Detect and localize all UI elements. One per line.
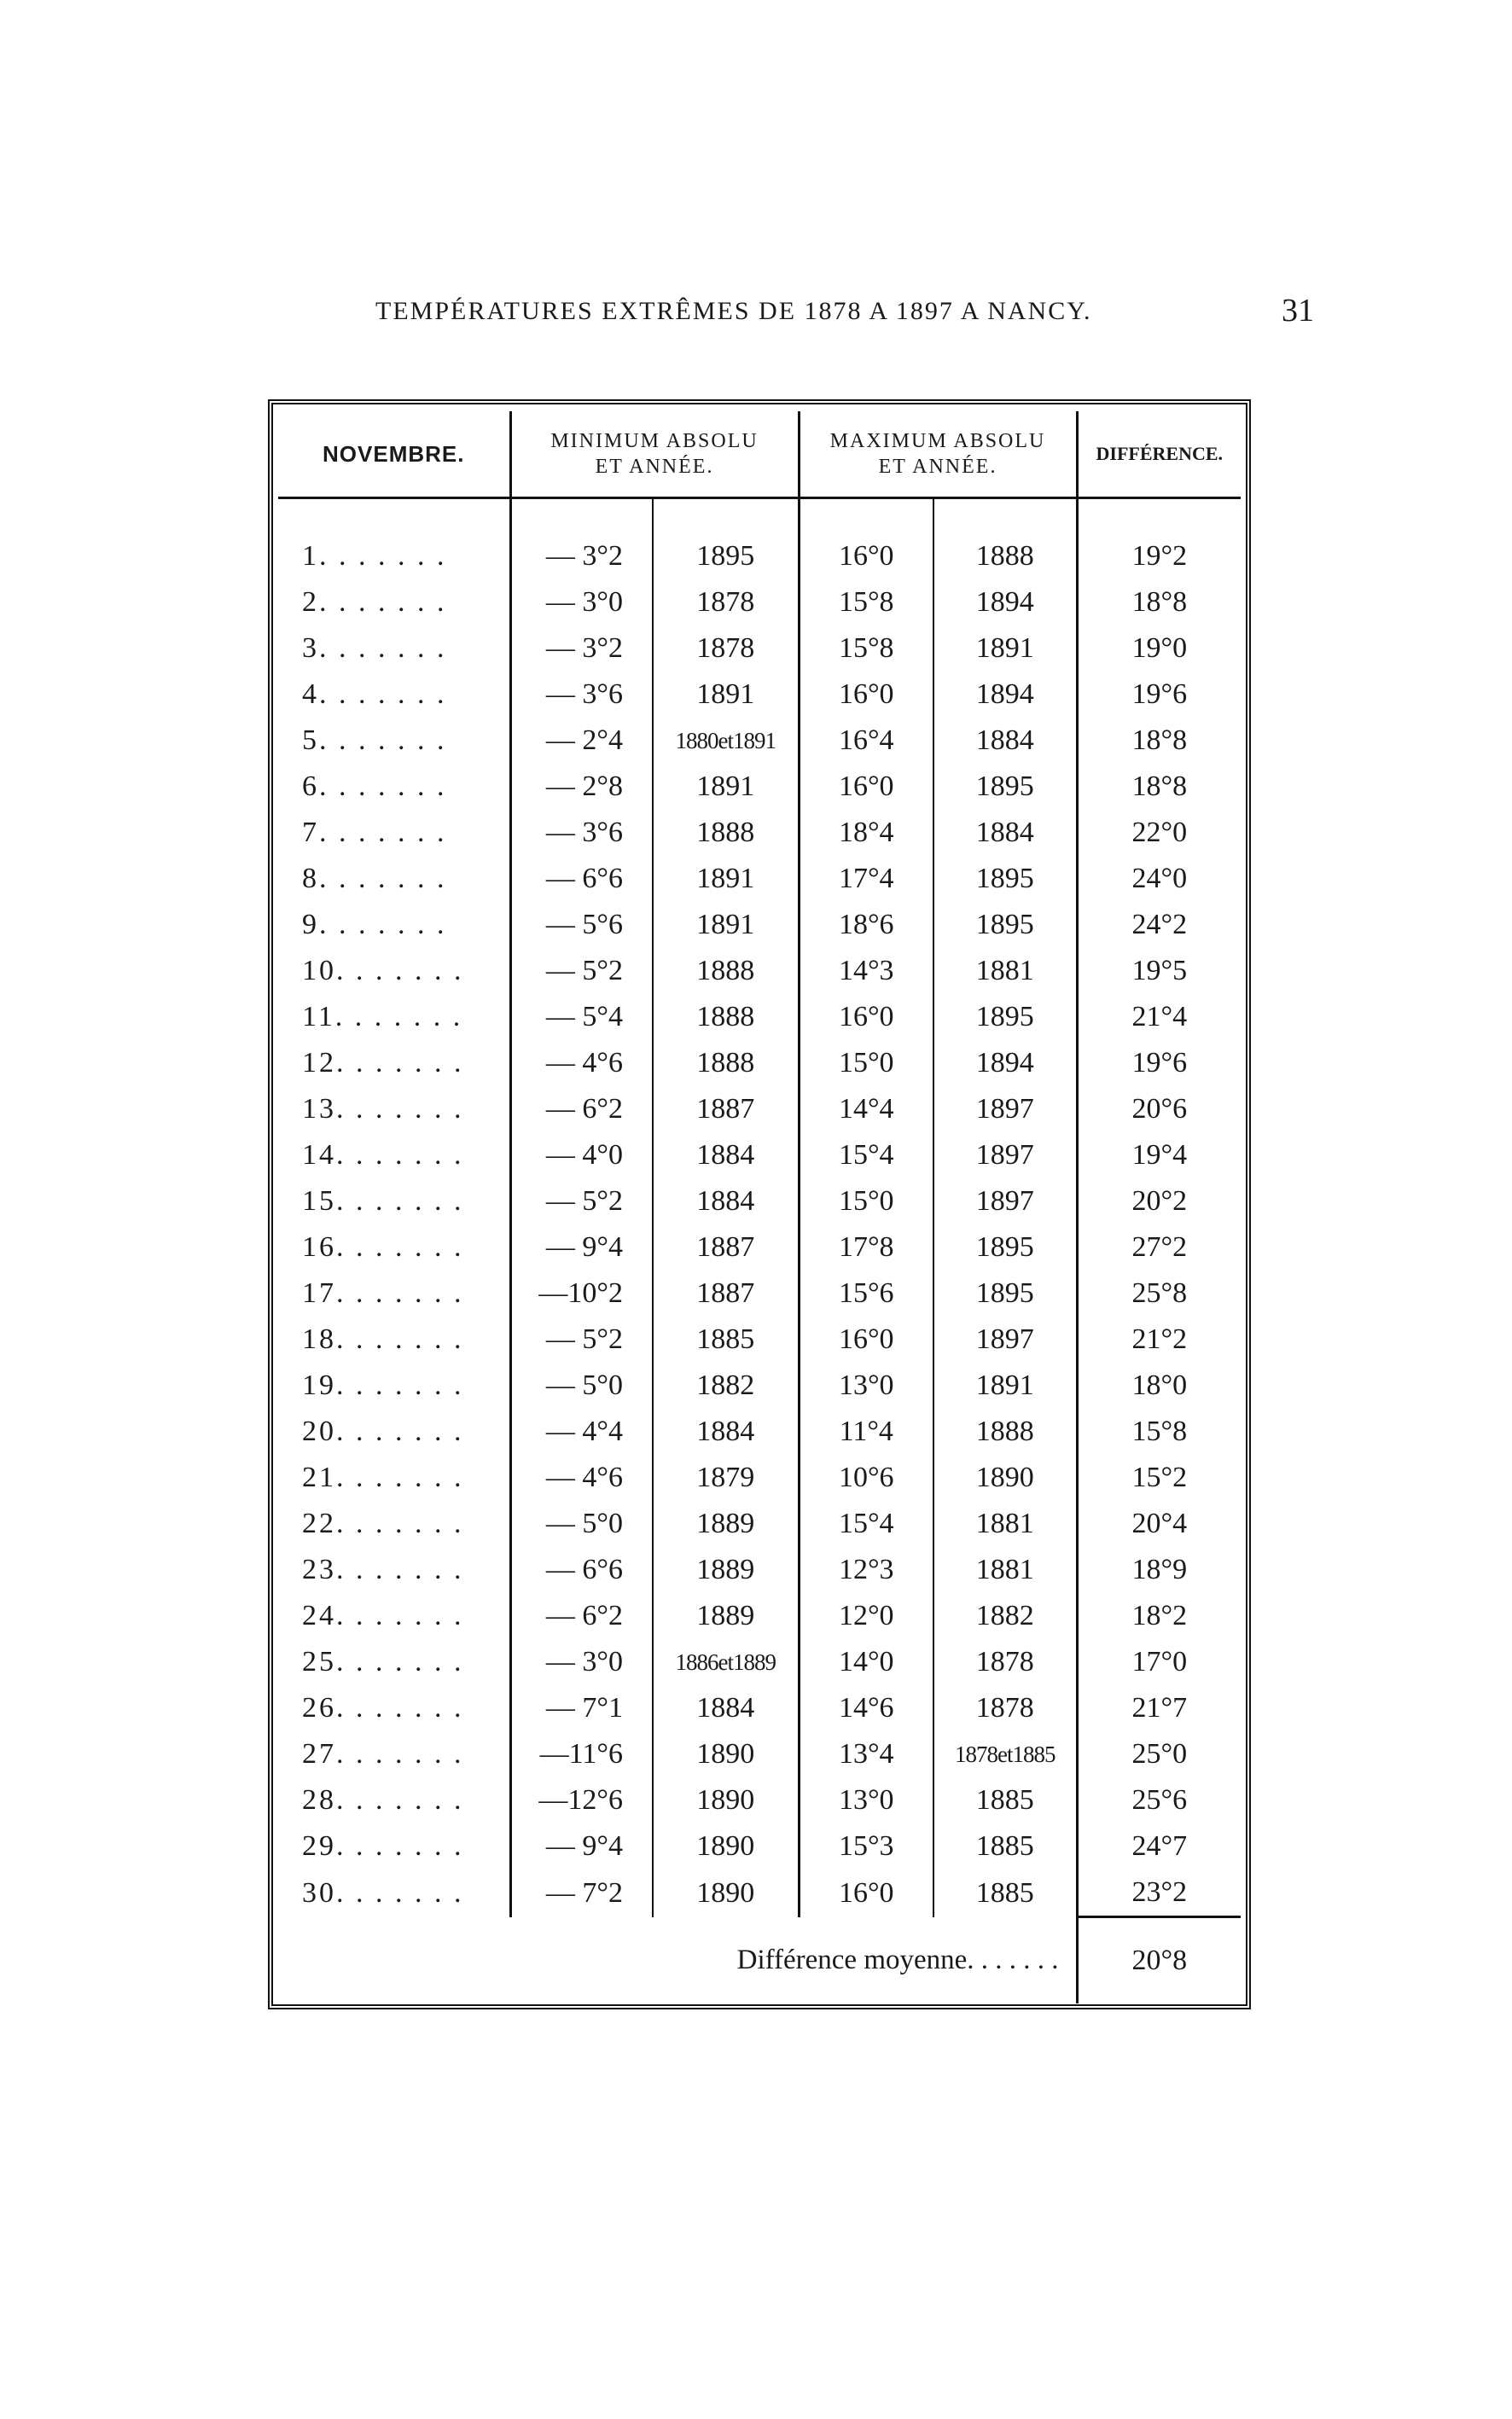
min-year-cell: 1891 xyxy=(653,672,799,718)
max-year-cell: 1878et1885 xyxy=(933,1731,1077,1777)
max-year-cell: 1881 xyxy=(933,1501,1077,1547)
min-year-cell: 1888 xyxy=(653,810,799,856)
difference-cell: 19°4 xyxy=(1077,1132,1241,1178)
min-year-cell: 1879 xyxy=(653,1455,799,1501)
difference-cell: 18°8 xyxy=(1077,764,1241,810)
difference-cell: 20°2 xyxy=(1077,1178,1241,1224)
min-year-cell: 1882 xyxy=(653,1363,799,1409)
difference-cell: 15°2 xyxy=(1077,1455,1241,1501)
max-temp-cell: 13°0 xyxy=(799,1363,933,1409)
day-cell: 26. . . . . . . xyxy=(302,1692,464,1724)
day-cell: 25. . . . . . . xyxy=(302,1646,464,1678)
max-year-cell: 1881 xyxy=(933,1547,1077,1593)
difference-cell: 27°2 xyxy=(1077,1224,1241,1271)
min-year-cell: 1895 xyxy=(653,533,799,579)
day-cell: 18. . . . . . . xyxy=(302,1323,464,1355)
table-row xyxy=(278,1547,1241,1593)
min-year-cell: 1890 xyxy=(653,1869,799,1917)
table-row xyxy=(278,579,1241,625)
day-cell: 28. . . . . . . xyxy=(302,1784,464,1816)
max-temp-cell: 14°6 xyxy=(799,1685,933,1731)
min-year-cell: 1887 xyxy=(653,1086,799,1132)
header-row xyxy=(278,411,1241,498)
max-year-cell: 1885 xyxy=(933,1869,1077,1917)
table-row xyxy=(278,533,1241,579)
table-row xyxy=(278,1317,1241,1363)
max-temp-cell: 13°0 xyxy=(799,1777,933,1823)
min-year-cell: 1887 xyxy=(653,1271,799,1317)
spacer-cell xyxy=(510,498,653,534)
difference-cell: 17°0 xyxy=(1077,1639,1241,1685)
max-temp-cell: 15°0 xyxy=(799,1040,933,1086)
min-temp-cell: — 7°2 xyxy=(510,1869,653,1917)
table-row xyxy=(278,1593,1241,1639)
difference-cell: 19°2 xyxy=(1077,533,1241,579)
page-number: 31 xyxy=(1282,293,1314,329)
day-cell: 10. . . . . . . xyxy=(302,955,464,986)
max-temp-cell: 15°6 xyxy=(799,1271,933,1317)
min-temp-cell: — 3°0 xyxy=(510,579,653,625)
max-temp-cell: 15°3 xyxy=(799,1823,933,1869)
table-row xyxy=(278,1639,1241,1685)
day-cell: 6. . . . . . . xyxy=(302,770,447,802)
max-year-cell: 1895 xyxy=(933,764,1077,810)
min-temp-cell: — 4°4 xyxy=(510,1409,653,1455)
max-year-cell: 1884 xyxy=(933,810,1077,856)
day-cell: 8. . . . . . . xyxy=(302,863,447,894)
min-temp-cell: — 5°0 xyxy=(510,1363,653,1409)
table-row xyxy=(278,1363,1241,1409)
difference-cell: 15°8 xyxy=(1077,1409,1241,1455)
min-year-cell: 1885 xyxy=(653,1317,799,1363)
min-temp-cell: — 5°2 xyxy=(510,1178,653,1224)
min-temp-cell: — 3°2 xyxy=(510,533,653,579)
max-year-cell: 1897 xyxy=(933,1086,1077,1132)
max-year-cell: 1888 xyxy=(933,533,1077,579)
day-cell: 11. . . . . . . xyxy=(302,1001,463,1032)
table-row xyxy=(278,810,1241,856)
maximum-header-line1: MAXIMUM ABSOLU xyxy=(829,430,1046,452)
max-temp-cell: 14°0 xyxy=(799,1639,933,1685)
min-year-cell: 1878 xyxy=(653,625,799,672)
max-temp-cell: 15°8 xyxy=(799,579,933,625)
table-row xyxy=(278,1132,1241,1178)
max-temp-cell: 16°0 xyxy=(799,1317,933,1363)
day-cell: 5. . . . . . . xyxy=(302,724,447,756)
max-year-cell: 1885 xyxy=(933,1777,1077,1823)
month-header: NOVEMBRE. xyxy=(278,411,510,498)
difference-cell: 21°4 xyxy=(1077,994,1241,1040)
min-temp-cell: — 4°6 xyxy=(510,1455,653,1501)
mean-value: 20°8 xyxy=(1077,1917,1241,2004)
difference-cell: 19°0 xyxy=(1077,625,1241,672)
max-year-cell: 1894 xyxy=(933,579,1077,625)
min-year-cell: 1887 xyxy=(653,1224,799,1271)
max-temp-cell: 12°0 xyxy=(799,1593,933,1639)
difference-cell: 24°2 xyxy=(1077,902,1241,948)
table-row xyxy=(278,1409,1241,1455)
max-year-cell: 1888 xyxy=(933,1409,1077,1455)
max-year-cell: 1884 xyxy=(933,718,1077,764)
table-row xyxy=(278,1869,1241,1917)
day-cell: 14. . . . . . . xyxy=(302,1139,464,1171)
min-temp-cell: — 5°2 xyxy=(510,1317,653,1363)
day-cell: 7. . . . . . . xyxy=(302,817,447,848)
max-temp-cell: 15°4 xyxy=(799,1501,933,1547)
min-temp-cell: —11°6 xyxy=(510,1731,653,1777)
max-year-cell: 1878 xyxy=(933,1639,1077,1685)
max-year-cell: 1890 xyxy=(933,1455,1077,1501)
table-row xyxy=(278,1040,1241,1086)
min-temp-cell: — 5°4 xyxy=(510,994,653,1040)
min-year-cell: 1884 xyxy=(653,1409,799,1455)
min-temp-cell: — 6°2 xyxy=(510,1593,653,1639)
max-year-cell: 1897 xyxy=(933,1178,1077,1224)
min-year-cell: 1890 xyxy=(653,1823,799,1869)
table-row xyxy=(278,902,1241,948)
min-temp-cell: — 3°2 xyxy=(510,625,653,672)
mean-label: Différence moyenne. . . . . . . xyxy=(736,1944,1059,1975)
min-temp-cell: —10°2 xyxy=(510,1271,653,1317)
min-temp-cell: — 7°1 xyxy=(510,1685,653,1731)
max-temp-cell: 14°3 xyxy=(799,948,933,994)
minimum-header-line2: ET ANNÉE. xyxy=(595,456,714,478)
min-temp-cell: — 9°4 xyxy=(510,1224,653,1271)
table-row xyxy=(278,1178,1241,1224)
min-year-cell: 1891 xyxy=(653,764,799,810)
min-temp-cell: — 5°6 xyxy=(510,902,653,948)
max-temp-cell: 12°3 xyxy=(799,1547,933,1593)
day-cell: 19. . . . . . . xyxy=(302,1369,464,1401)
day-cell: 3. . . . . . . xyxy=(302,632,447,664)
max-temp-cell: 13°4 xyxy=(799,1731,933,1777)
difference-cell: 25°0 xyxy=(1077,1731,1241,1777)
difference-header: DIFFÉRENCE. xyxy=(1077,411,1241,498)
min-year-cell: 1888 xyxy=(653,948,799,994)
difference-cell: 24°0 xyxy=(1077,856,1241,902)
day-cell: 29. . . . . . . xyxy=(302,1830,464,1862)
mean-row xyxy=(278,1917,1241,2004)
max-year-cell: 1895 xyxy=(933,856,1077,902)
min-temp-cell: — 2°8 xyxy=(510,764,653,810)
min-temp-cell: — 2°4 xyxy=(510,718,653,764)
max-temp-cell: 17°8 xyxy=(799,1224,933,1271)
max-temp-cell: 10°6 xyxy=(799,1455,933,1501)
min-year-cell: 1890 xyxy=(653,1777,799,1823)
table-row xyxy=(278,1086,1241,1132)
temperature-table xyxy=(278,411,1241,2003)
table-row xyxy=(278,948,1241,994)
difference-cell: 23°2 xyxy=(1077,1869,1241,1917)
min-temp-cell: — 4°0 xyxy=(510,1132,653,1178)
day-cell: 27. . . . . . . xyxy=(302,1738,464,1770)
difference-cell: 25°6 xyxy=(1077,1777,1241,1823)
max-temp-cell: 16°0 xyxy=(799,994,933,1040)
min-year-cell: 1884 xyxy=(653,1132,799,1178)
spacer-row xyxy=(278,498,1241,534)
max-year-cell: 1891 xyxy=(933,625,1077,672)
max-year-cell: 1897 xyxy=(933,1132,1077,1178)
table-row xyxy=(278,1823,1241,1869)
day-cell: 13. . . . . . . xyxy=(302,1093,464,1125)
max-temp-cell: 18°4 xyxy=(799,810,933,856)
table-row xyxy=(278,672,1241,718)
max-year-cell: 1881 xyxy=(933,948,1077,994)
difference-cell: 21°2 xyxy=(1077,1317,1241,1363)
max-year-cell: 1882 xyxy=(933,1593,1077,1639)
max-temp-cell: 16°0 xyxy=(799,764,933,810)
table-row xyxy=(278,1455,1241,1501)
day-cell: 21. . . . . . . xyxy=(302,1462,464,1493)
table-row xyxy=(278,718,1241,764)
spacer-cell xyxy=(653,498,799,534)
min-temp-cell: — 5°2 xyxy=(510,948,653,994)
maximum-header xyxy=(799,411,1077,498)
max-temp-cell: 16°0 xyxy=(799,672,933,718)
difference-cell: 18°8 xyxy=(1077,579,1241,625)
minimum-header xyxy=(510,411,799,498)
max-temp-cell: 18°6 xyxy=(799,902,933,948)
min-temp-cell: — 6°2 xyxy=(510,1086,653,1132)
day-cell: 23. . . . . . . xyxy=(302,1554,464,1585)
spacer-cell xyxy=(1077,498,1241,534)
table-row xyxy=(278,625,1241,672)
table-row xyxy=(278,1271,1241,1317)
min-year-cell: 1889 xyxy=(653,1501,799,1547)
min-year-cell: 1884 xyxy=(653,1178,799,1224)
spacer-cell xyxy=(799,498,933,534)
maximum-header-line2: ET ANNÉE. xyxy=(878,456,997,478)
max-temp-cell: 14°4 xyxy=(799,1086,933,1132)
max-temp-cell: 16°0 xyxy=(799,1869,933,1917)
table-row xyxy=(278,1731,1241,1777)
min-temp-cell: — 6°6 xyxy=(510,856,653,902)
difference-cell: 20°4 xyxy=(1077,1501,1241,1547)
max-year-cell: 1894 xyxy=(933,1040,1077,1086)
min-temp-cell: — 4°6 xyxy=(510,1040,653,1086)
max-year-cell: 1897 xyxy=(933,1317,1077,1363)
table-row xyxy=(278,1224,1241,1271)
min-temp-cell: —12°6 xyxy=(510,1777,653,1823)
day-cell: 15. . . . . . . xyxy=(302,1185,464,1217)
max-temp-cell: 16°4 xyxy=(799,718,933,764)
max-year-cell: 1894 xyxy=(933,672,1077,718)
min-year-cell: 1884 xyxy=(653,1685,799,1731)
min-year-cell: 1880et1891 xyxy=(653,718,799,764)
max-temp-cell: 15°4 xyxy=(799,1132,933,1178)
day-cell: 24. . . . . . . xyxy=(302,1600,464,1631)
difference-cell: 25°8 xyxy=(1077,1271,1241,1317)
max-year-cell: 1895 xyxy=(933,994,1077,1040)
day-cell: 17. . . . . . . xyxy=(302,1277,464,1309)
min-year-cell: 1878 xyxy=(653,579,799,625)
spacer-cell xyxy=(278,498,510,534)
difference-cell: 18°8 xyxy=(1077,718,1241,764)
table-row xyxy=(278,994,1241,1040)
min-temp-cell: — 3°0 xyxy=(510,1639,653,1685)
max-year-cell: 1895 xyxy=(933,902,1077,948)
max-year-cell: 1885 xyxy=(933,1823,1077,1869)
day-cell: 20. . . . . . . xyxy=(302,1416,464,1447)
day-cell: 9. . . . . . . xyxy=(302,909,447,940)
table-body xyxy=(278,498,1241,1917)
day-cell: 1. . . . . . . xyxy=(302,540,447,572)
max-temp-cell: 15°0 xyxy=(799,1178,933,1224)
day-cell: 2. . . . . . . xyxy=(302,586,447,618)
table-row xyxy=(278,1501,1241,1547)
minimum-header-line1: MINIMUM ABSOLU xyxy=(550,430,759,452)
difference-cell: 21°7 xyxy=(1077,1685,1241,1731)
min-year-cell: 1888 xyxy=(653,1040,799,1086)
min-year-cell: 1891 xyxy=(653,902,799,948)
min-year-cell: 1886et1889 xyxy=(653,1639,799,1685)
min-year-cell: 1890 xyxy=(653,1731,799,1777)
min-year-cell: 1889 xyxy=(653,1593,799,1639)
difference-cell: 18°0 xyxy=(1077,1363,1241,1409)
table-row xyxy=(278,764,1241,810)
min-temp-cell: — 6°6 xyxy=(510,1547,653,1593)
min-year-cell: 1888 xyxy=(653,994,799,1040)
min-temp-cell: — 3°6 xyxy=(510,810,653,856)
difference-cell: 18°2 xyxy=(1077,1593,1241,1639)
page-title: TEMPÉRATURES EXTRÊMES DE 1878 A 1897 A NANCY. xyxy=(375,297,1092,325)
min-temp-cell: — 5°0 xyxy=(510,1501,653,1547)
min-year-cell: 1889 xyxy=(653,1547,799,1593)
max-temp-cell: 17°4 xyxy=(799,856,933,902)
max-year-cell: 1895 xyxy=(933,1271,1077,1317)
day-cell: 4. . . . . . . xyxy=(302,678,447,710)
day-cell: 30. . . . . . . xyxy=(302,1876,464,1909)
difference-cell: 19°6 xyxy=(1077,1040,1241,1086)
difference-cell: 24°7 xyxy=(1077,1823,1241,1869)
day-cell: 22. . . . . . . xyxy=(302,1508,464,1539)
min-year-cell: 1891 xyxy=(653,856,799,902)
spacer-cell xyxy=(933,498,1077,534)
max-year-cell: 1891 xyxy=(933,1363,1077,1409)
table-row xyxy=(278,1777,1241,1823)
difference-cell: 19°6 xyxy=(1077,672,1241,718)
max-temp-cell: 16°0 xyxy=(799,533,933,579)
max-temp-cell: 15°8 xyxy=(799,625,933,672)
day-cell: 16. . . . . . . xyxy=(302,1231,464,1263)
max-year-cell: 1895 xyxy=(933,1224,1077,1271)
table-row xyxy=(278,856,1241,902)
difference-cell: 20°6 xyxy=(1077,1086,1241,1132)
day-cell: 12. . . . . . . xyxy=(302,1047,464,1079)
table-row xyxy=(278,1685,1241,1731)
min-temp-cell: — 9°4 xyxy=(510,1823,653,1869)
page-header xyxy=(375,288,1314,340)
difference-cell: 18°9 xyxy=(1077,1547,1241,1593)
max-year-cell: 1878 xyxy=(933,1685,1077,1731)
difference-cell: 19°5 xyxy=(1077,948,1241,994)
min-temp-cell: — 3°6 xyxy=(510,672,653,718)
difference-cell: 22°0 xyxy=(1077,810,1241,856)
max-temp-cell: 11°4 xyxy=(799,1409,933,1455)
